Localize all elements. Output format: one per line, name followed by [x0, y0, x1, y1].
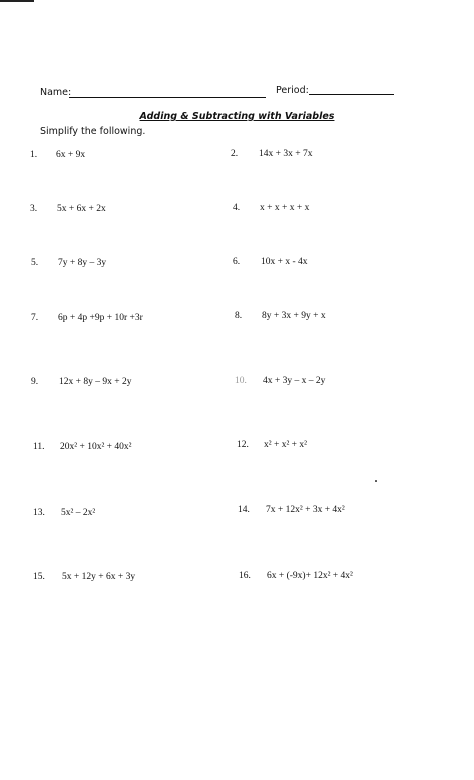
problem-expression: 7y + 8y – 3y [58, 258, 107, 268]
period-line [309, 94, 394, 95]
scan-speck [375, 480, 377, 482]
problem-number: 12. [237, 440, 249, 450]
problem-number: 1. [30, 150, 38, 160]
problem-8 [235, 311, 326, 321]
problem-number: 4. [233, 203, 241, 213]
problem-number: 5. [31, 258, 39, 268]
problem-expression: 5x + 6x + 2x [57, 204, 106, 214]
problem-number: 10. [235, 376, 247, 386]
problem-number: 3. [30, 204, 38, 214]
problem-expression: x + x + x + x [260, 203, 310, 213]
problem-number: 7. [31, 313, 39, 323]
problem-2 [231, 149, 313, 159]
scan-artifact-mark [0, 0, 34, 2]
problem-number: 13. [33, 508, 45, 518]
problem-expression: 6x + (-9x)+ 12x² + 4x² [267, 571, 353, 581]
problem-expression: 5x + 12y + 6x + 3y [62, 572, 136, 582]
problem-14 [238, 505, 345, 515]
problem-expression: 6x + 9x [56, 150, 86, 160]
problem-9 [31, 377, 132, 387]
problem-4 [233, 203, 310, 213]
name-label: Name: [40, 87, 72, 98]
problem-expression: 4x + 3y – x – 2y [263, 376, 326, 386]
problem-number: 14. [238, 505, 250, 515]
problem-number: 2. [231, 149, 239, 159]
problem-expression: 14x + 3x + 7x [259, 149, 313, 159]
problem-number: 16. [239, 571, 251, 581]
instructions: Simplify the following. [40, 126, 146, 137]
problem-16 [239, 571, 353, 581]
worksheet-title: Adding & Subtracting with Variables [139, 111, 335, 122]
problem-11 [33, 442, 132, 452]
problem-5 [31, 258, 107, 268]
problem-number: 8. [235, 311, 243, 321]
period-label: Period: [276, 85, 309, 96]
problem-10 [235, 376, 326, 386]
problem-expression: 10x + x - 4x [261, 257, 308, 267]
problem-expression: 5x² – 2x² [61, 508, 96, 518]
problem-number: 15. [33, 572, 45, 582]
problem-6 [233, 257, 308, 267]
problem-expression: 12x + 8y – 9x + 2y [59, 377, 132, 387]
problem-expression: x² + x² + x² [264, 440, 308, 450]
problem-number: 9. [31, 377, 39, 387]
problem-expression: 20x² + 10x² + 40x² [60, 442, 132, 452]
problem-13 [33, 508, 96, 518]
problem-expression: 8y + 3x + 9y + x [262, 311, 326, 321]
name-line [69, 97, 266, 98]
problem-15 [33, 572, 136, 582]
problem-12 [237, 440, 308, 450]
problem-expression: 7x + 12x² + 3x + 4x² [266, 505, 345, 515]
problem-1 [30, 150, 86, 160]
problem-3 [30, 204, 106, 214]
problem-7 [31, 313, 143, 323]
problem-number: 6. [233, 257, 241, 267]
problem-expression: 6p + 4p +9p + 10r +3r [58, 313, 143, 323]
problem-number: 11. [33, 442, 45, 452]
